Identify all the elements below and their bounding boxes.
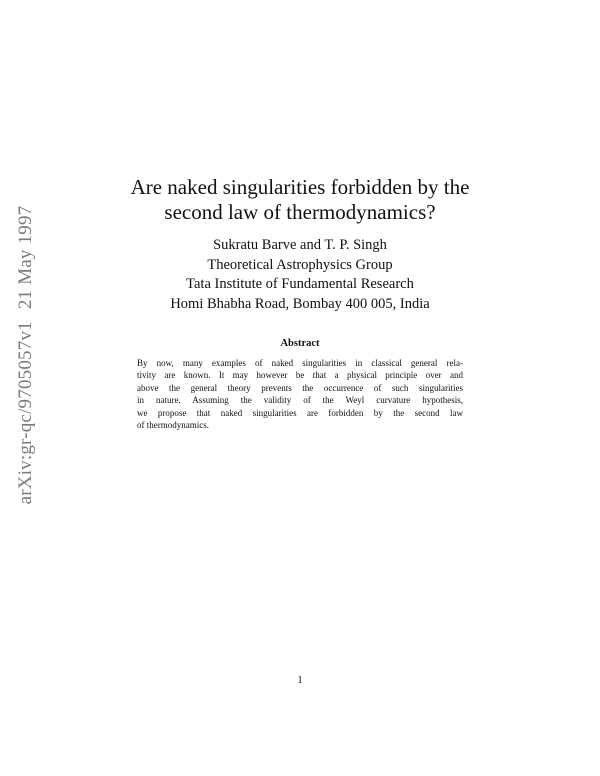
abstract-line: above the general theory prevents the occurrence of such singularities — [137, 382, 463, 393]
arxiv-identifier-stamp — [15, 206, 37, 505]
abstract-line: of thermodynamics. — [137, 420, 209, 431]
abstract-line: we propose that naked singularities are forbidden by the second law — [137, 407, 463, 418]
arxiv-date: 21 May 1997 — [15, 205, 36, 310]
paper-title — [60, 175, 540, 225]
arxiv-id: arXiv:gr-qc/9705057v1 — [15, 321, 36, 505]
author-block — [60, 236, 540, 314]
abstract-line: in nature. Assuming the validity of the Weyl curvature hypothesis, — [137, 395, 463, 406]
author-institute: Tata Institute of Fundamental Research — [186, 276, 414, 292]
abstract-line: tivity are known. It may however be that a physical principle over and — [137, 370, 463, 381]
author-names: Sukratu Barve and T. P. Singh — [213, 237, 387, 253]
title-line-2: second law of thermodynamics? — [164, 200, 436, 224]
abstract-line: By now, many examples of naked singularities in classical general rela- — [137, 358, 463, 368]
author-group: Theoretical Astrophysics Group — [207, 256, 393, 273]
author-address: Homi Bhabha Road, Bombay 400 005, India — [170, 295, 430, 312]
title-line-1: Are naked singularities forbidden by the — [130, 175, 470, 199]
page-number: 1 — [297, 674, 303, 686]
abstract-heading: Abstract — [280, 338, 320, 349]
abstract-body — [137, 357, 463, 431]
